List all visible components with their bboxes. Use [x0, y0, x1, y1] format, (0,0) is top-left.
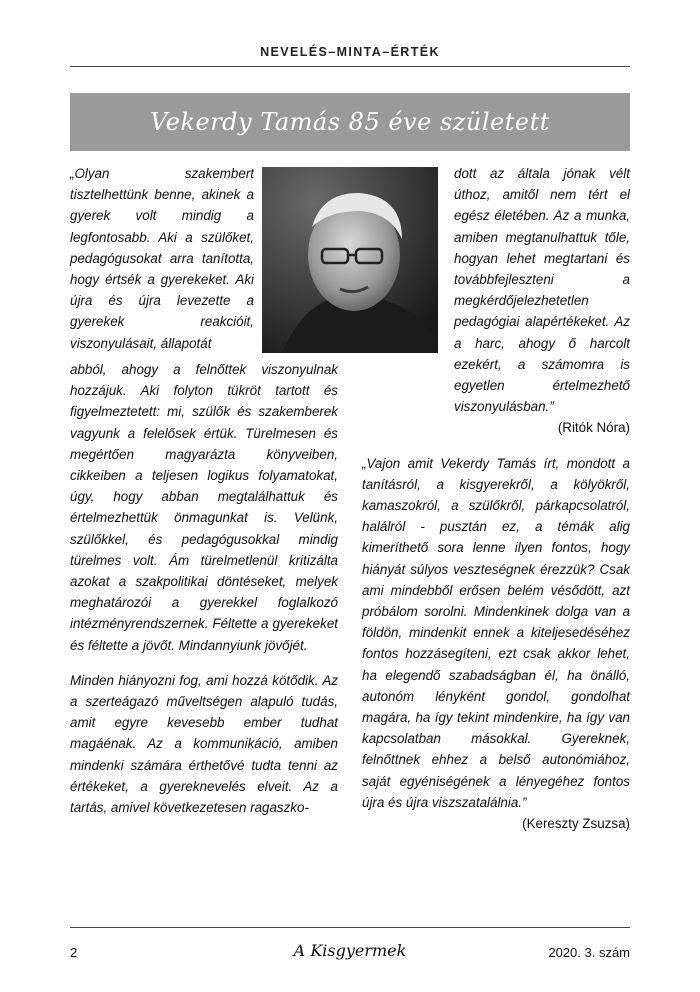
- title-banner: [70, 93, 630, 151]
- magazine-name: A Kisgyermek: [293, 941, 407, 960]
- quote-paragraph-1-bottom: abból, ahogy a felnőttek viszonyulnak hozzájuk. Aki folyton tükröt tartott és figyelmeztetett: mi, szülők és szakemberek vagyunk a felelősek értük. Türelmesen és megértően magyarázta könyveiben, cikkeiben a teljesen logikus folyamatokat, úgy, hogy abban megtalálhattuk és értelmezhettük önmagunkat is. Velünk, szülőkkel, és pedagógusokkal mindig türelmes volt. Ám türelmetlenül kritizálta azokat a szakpolitikai döntéseket, melyek meghatározói a gyerekkel foglalkozó intézményrendszernek. Féltette a gyerekeket és féltette a jövőt. Mindannyiunk jövőjét. Minden hiányozni fog, ami hozzá kötődik. Az a szerteágazó műveltségen alapuló tudás, amit egyre kevesebb ember tudhat magáénak. Az a kommunikáció, amiben mindenki számára érthetővé tudta tenni az értékeket, a gyereknevelés elveit. Az a tartás, amivel következetesen ragaszko-: [70, 359, 338, 818]
- quote-paragraph-2: Minden hiányozni fog, ami hozzá kötődik. Az a szerteágazó műveltségen alapuló tudás, amit egyre kevesebb ember tudhat magáénak. Az a kommunikáció, amiben mindenki számára érthetővé tudta tenni az értékeket, a gyereknevelés elveit. Az a tartás, amivel következetesen ragaszko-: [70, 672, 338, 816]
- running-header: NEVELÉS–MINTA–ÉRTÉK: [260, 45, 440, 59]
- author-kereszty: (Kereszty Zsuzsa): [522, 816, 630, 832]
- quote-paragraph-1-top: „Olyan szakembert tisztelhettünk benne, akinek a gyerek volt mindig a legfontosabb. Aki a szülőket, pedagógusokat arra tanította, hogy értsék a gyerekeket. Aki újra és újra levezette a gyerekek reakcióit, viszonyulásait, állapotát: [70, 166, 254, 351]
- right-paragraph-2: „Vajon amit Vekerdy Tamás írt, mondott a tanításról, a kisgyerekről, a kölyökről, kamaszokról, a szülőkről, párkapcsolatról, halálról - pusztán ez, a témák alig kimeríthető sora lenne ilyen fontos, hogy hiányát súlyos veszteségnek érezzük? Csak ami mindebből erősen belém vésődött, azt próbálom sorolni. Mindenkinek dolga van a földön, mindenkit ennek a kiteljesedéséhez fontos hozzásegíteni, ezt csak akkor lehet, ha elegendő szabadságban él, ha önálló, autonóm lényként gondol, gondolhat magára, ha így tekint mindenkire, ha így van kapcsolatban másokkal. Gyereknek, felnőttnek ehhez a belső autonómiához, saját egyéniségének a lényegéhez fontos újra és újra viszszatalálnia.”: [362, 455, 630, 810]
- article-title: Vekerdy Tamás 85 éve született: [150, 108, 550, 136]
- issue-label: 2020. 3. szám: [548, 945, 630, 960]
- right-paragraph-1-top: dott az általa jónak vélt úthoz, amitől nem tért el egész életében. Az a munka, amiben megtanulhattuk tőle, hogyan lehet megtartani és továbbfejleszteni a megkérdőjelezhetetlen pedagógiai alapértékeket. Az a harc, ahogy ő harcolt ezekért, a számomra is egyetlen értelmezhető viszonyulásban.”: [454, 166, 630, 415]
- author-ritok: (Ritók Nóra): [557, 420, 630, 436]
- right-column: [362, 163, 630, 834]
- footer-rule: [70, 927, 630, 928]
- page-number: 2: [70, 945, 78, 960]
- header-rule: [70, 66, 630, 67]
